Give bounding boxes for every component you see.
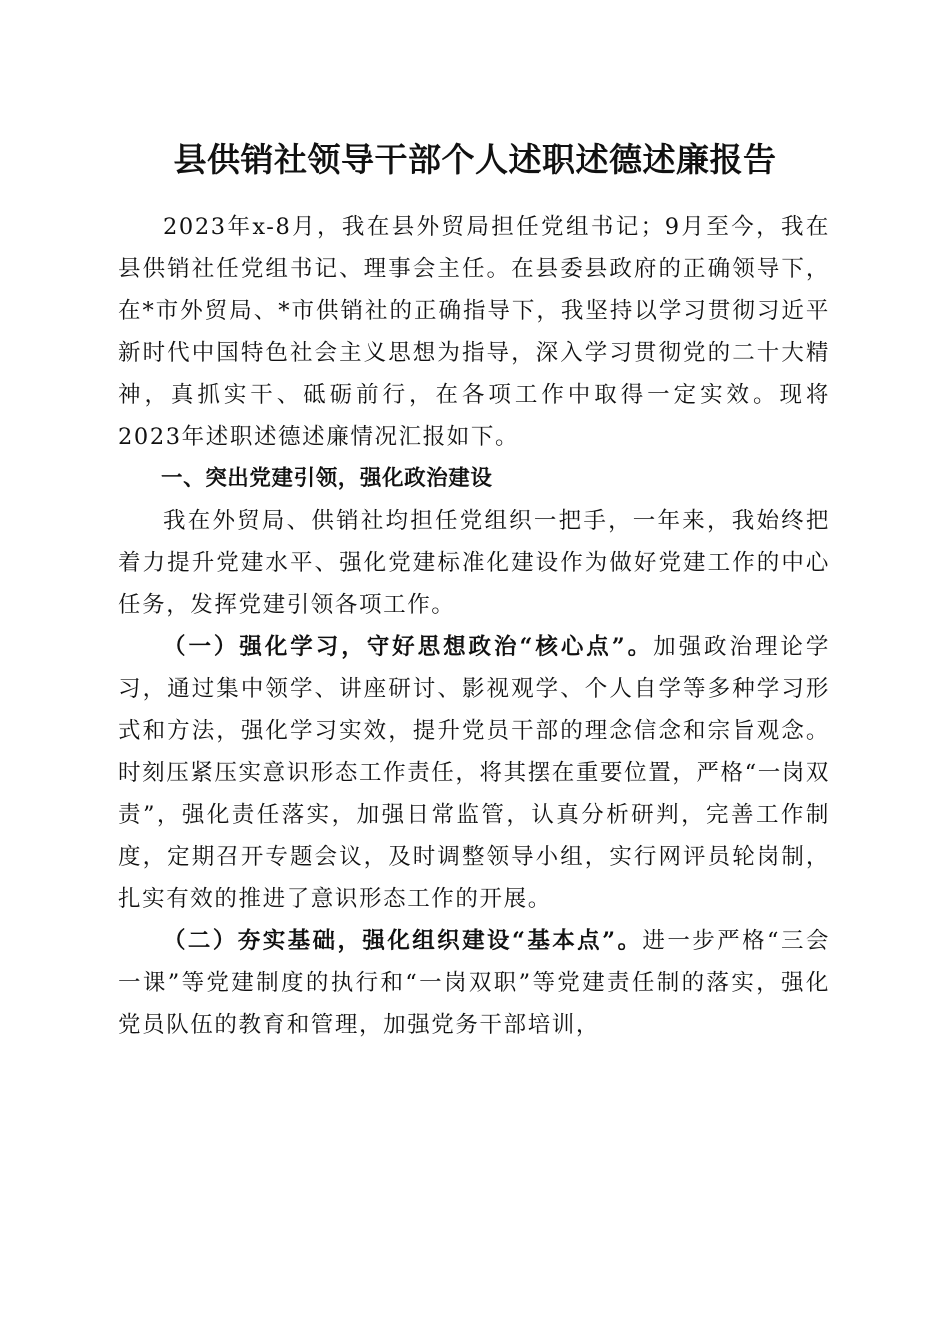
subsection-1-body: 加强政治理论学习，通过集中领学、讲座研讨、影视观学、个人自学等多种学习形式和方法，强化学习实效，提升党员干部的理念信念和宗旨观念。时刻压紧压实意识形态工作责任，将其摆在重要位置，严格“一岗双责”，强化责任落实，加强日常监管，认真分析研判，完善工作制度，定期召开专题会议，及时调整领导小组，实行网评员轮岗制，扎实有效的推进了意识形态工作的开展。: [118, 634, 831, 912]
subsection-1-paragraph: [118, 626, 830, 920]
subsection-1-heading: （一）强化学习，守好思想政治“核心点”。: [163, 634, 654, 660]
subsection-2-heading: （二）夯实基础，强化组织建设“基本点”。: [163, 928, 643, 954]
intro-paragraph: 2023年x-8月，我在县外贸局担任党组书记；9月至今，我在县供销社任党组书记、理事会主任。在县委县政府的正确领导下，在*市外贸局、*市供销社的正确指导下，我坚持以学习贯彻习近平新时代中国特色社会主义思想为指导，深入学习贯彻党的二十大精神，真抓实干、砥砺前行，在各项工作中取得一定实效。现将2023年述职述德述廉情况汇报如下。: [118, 214, 830, 450]
section-1-heading: 一、突出党建引领，强化政治建设: [161, 466, 493, 491]
subsection-2-paragraph: [118, 920, 830, 1046]
document-body: [118, 206, 830, 1046]
subsection-2-body: 进一步严格“三会一课”等党建制度的执行和“一岗双职”等党建责任制的落实，强化党员队伍的教育和管理，加强党务干部培训，: [118, 928, 830, 1038]
document-title: 县供销社领导干部个人述职述德述廉报告: [173, 140, 777, 179]
section-1-lead-paragraph: 我在外贸局、供销社均担任党组织一把手，一年来，我始终把着力提升党建水平、强化党建标准化建设作为做好党建工作的中心任务，发挥党建引领各项工作。: [118, 508, 830, 618]
